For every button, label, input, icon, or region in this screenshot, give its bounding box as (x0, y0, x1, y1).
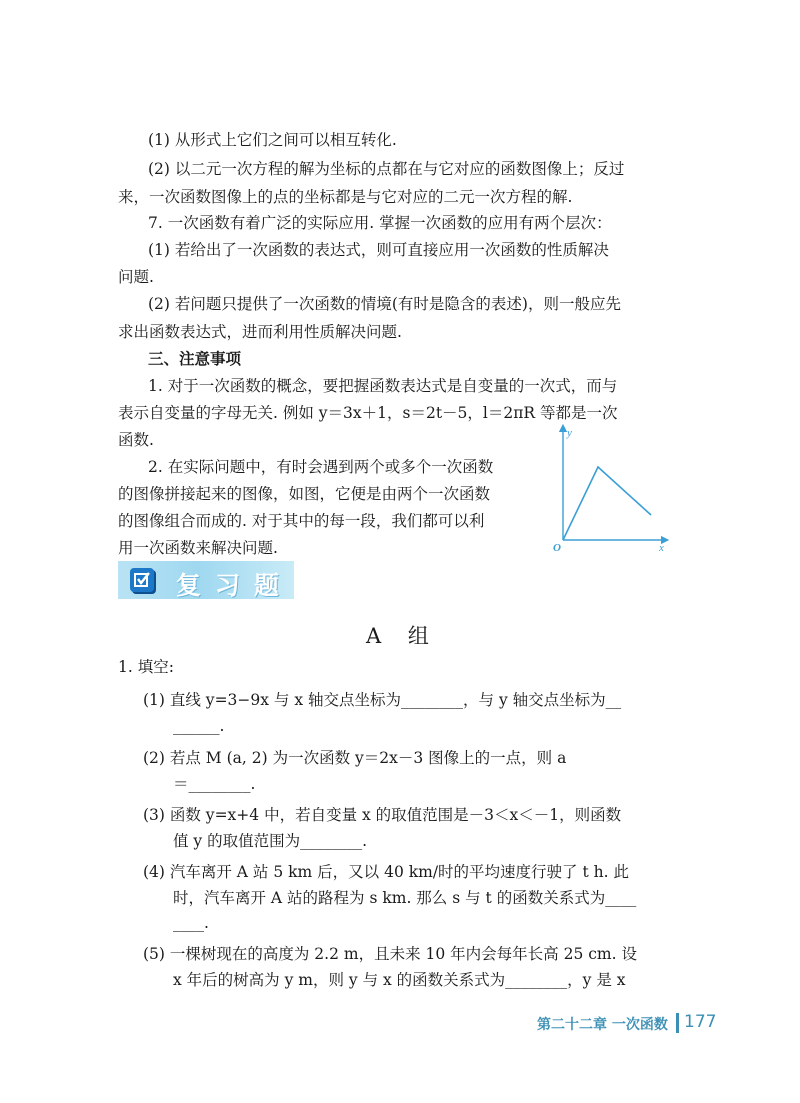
x-axis-label: x (659, 542, 664, 554)
footer-divider (676, 1013, 679, 1033)
paragraph-line: 用一次函数来解决问题. (118, 539, 278, 557)
paragraph-line: 7. 一次函数有着广泛的实际应用. 掌握一次函数的应用有两个层次： (148, 214, 612, 232)
exercise-line: ____. (173, 914, 209, 932)
footer-chapter: 第二十二章 一次函数 (537, 1017, 668, 1033)
paragraph-line: 的图像组合而成的. 对于其中的每一段，我们都可以利 (118, 512, 485, 530)
exercise-line: (5) 一棵树现在的高度为 2.2 m，且未来 10 年内会每年长高 25 cm. 设 (143, 945, 637, 963)
paragraph-line: 问题. (118, 268, 154, 286)
paragraph-line: 函数. (118, 431, 154, 449)
review-banner-title: 复习题 (176, 571, 294, 600)
paragraph-line: 的图像拼接起来的图像，如图，它便是由两个一次函数 (118, 485, 491, 503)
paragraph-line: (1) 若给出了一次函数的表达式，则可直接应用一次函数的性质解决 (148, 241, 609, 259)
exercise-line: (1) 直线 y=3−9x 与 x 轴交点坐标为________，与 y 轴交点坐标为__ (143, 691, 622, 709)
graph-polyline (563, 467, 651, 540)
paragraph-line: 1. 对于一次函数的概念，要把握函数表达式是自变量的一次式，而与 (148, 377, 618, 395)
review-check-icon (130, 568, 154, 592)
exercise-line: x 年后的树高为 y m，则 y 与 x 的函数关系式为________，y 是 x (173, 971, 626, 989)
exercise-question: 1. 填空: (118, 658, 174, 676)
exercise-line: 值 y 的取值范围为________. (173, 832, 368, 850)
exercise-line: (3) 函数 y=x+4 中，若自变量 x 的取值范围是－3＜x＜－1，则函数 (143, 806, 622, 824)
exercise-line: ______. (173, 717, 225, 735)
group-title: A 组 (366, 624, 439, 648)
exercise-line: (4) 汽车离开 A 站 5 km 后，又以 40 km/时的平均速度行驶了 t h. 此 (143, 863, 629, 881)
exercise-line: (2) 若点 M (a, 2) 为一次函数 y＝2x－3 图像上的一点，则 a (143, 749, 567, 767)
paragraph-line: 表示自变量的字母无关. 例如 y＝3x＋1，s＝2t－5，l＝2πR 等都是一次 (118, 404, 618, 422)
piecewise-function-figure (553, 420, 673, 555)
exercise-line: 时，汽车离开 A 站的路程为 s km. 那么 s 与 t 的函数关系式为____ (173, 889, 637, 907)
origin-label: O (553, 542, 561, 554)
paragraph-line: (2) 若问题只提供了一次函数的情境(有时是隐含的表述)，则一般应先 (148, 295, 621, 313)
page-number: 177 (684, 1012, 717, 1032)
paragraph-line: 2. 在实际问题中，有时会遇到两个或多个一次函数 (148, 458, 494, 476)
paragraph-line: (1) 从形式上它们之间可以相互转化. (148, 131, 397, 149)
paragraph-line: 来，一次函数图像上的点的坐标都是与它对应的二元一次方程的解. (118, 188, 573, 206)
y-axis-label: y (567, 427, 572, 439)
section-heading: 三、注意事项 (148, 350, 242, 368)
paragraph-line: (2) 以二元一次方程的解为坐标的点都在与它对应的函数图像上；反过 (148, 160, 625, 178)
paragraph-line: 求出函数表达式，进而利用性质解决问题. (118, 323, 402, 341)
exercise-line: ＝________. (173, 775, 256, 793)
